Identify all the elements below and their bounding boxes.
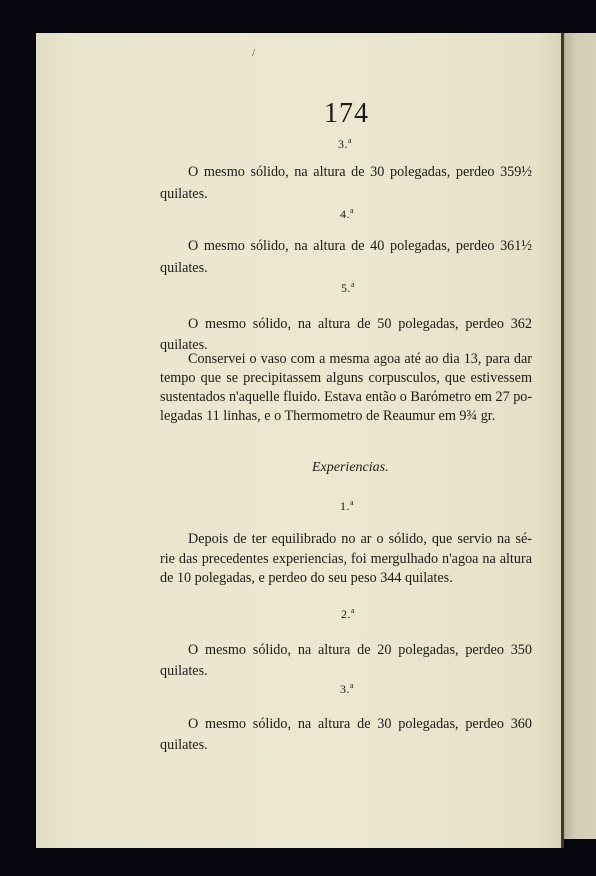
page-text	[36, 33, 563, 848]
paragraph-line: tempo que se precipitassem alguns corpusculos, que estivessem	[160, 370, 532, 386]
section-line: O mesmo sólido, na altura de 50 polegadas, perdeo 362	[188, 316, 532, 332]
experiment-line: O mesmo sólido, na altura de 20 polegadas, perdeo 350	[188, 642, 532, 658]
experiment-number: 1.$^a$	[340, 498, 355, 513]
experiment-line: rie das precedentes experiencias, foi mergulhado n'agoa na altura	[160, 551, 532, 567]
page-number: 174	[324, 98, 369, 129]
experiment-number: 3.$^a$	[340, 681, 355, 696]
section-line: O mesmo sólido, na altura de 30 polegadas, perdeo 359½	[188, 164, 532, 180]
experiment-number: 2.$^a$	[341, 606, 356, 621]
experiment-line: Depois de ter equilibrado no ar o sólido, que servio na sé-	[188, 531, 532, 547]
experiment-line: quilates.	[160, 737, 208, 753]
book-page	[36, 33, 563, 848]
section-number: 3.$^a$	[338, 136, 353, 151]
section-heading: Experiencias.	[312, 460, 389, 475]
facing-page-edge	[563, 33, 596, 839]
section-number: 5.$^a$	[341, 280, 356, 295]
page-gutter	[561, 33, 564, 848]
section-line: quilates.	[160, 186, 208, 202]
section-line: quilates.	[160, 260, 208, 276]
experiment-line: O mesmo sólido, na altura de 30 polegadas, perdeo 360	[188, 716, 532, 732]
experiment-line: quilates.	[160, 663, 208, 679]
ink-mark: /	[252, 47, 256, 59]
section-line: O mesmo sólido, na altura de 40 polegadas, perdeo 361½	[188, 238, 532, 254]
section-line: quilates.	[160, 337, 208, 353]
paragraph-line: Conservei o vaso com a mesma agoa até ao dia 13, para dar	[188, 351, 532, 367]
section-number: 4.$^a$	[340, 206, 355, 221]
paragraph-line: legadas 11 linhas, e o Thermometro de Reaumur em 9¾ gr.	[160, 408, 496, 424]
paragraph-line: sustentados n'aquelle fluido. Estava então o Barómetro em 27 po-	[160, 389, 533, 405]
experiment-line: de 10 polegadas, e perdeo do seu peso 344 quilates.	[160, 570, 453, 586]
